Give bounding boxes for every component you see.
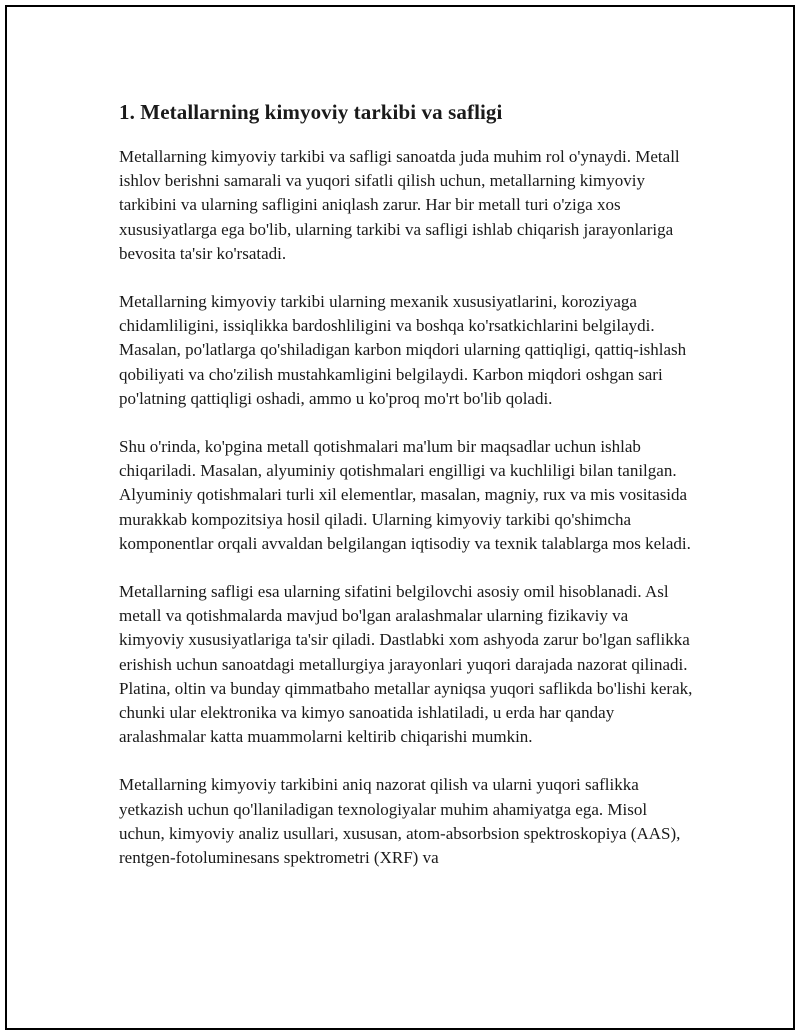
document-content	[119, 97, 694, 894]
document-page	[5, 5, 795, 1030]
paragraph-2: Metallarning kimyoviy tarkibi ularning mexanik xususiyatlarini, koroziyaga chidamliligini, issiqlikka bardoshliligini va boshqa ko'rsatkichlarini belgilaydi. Masalan, po'latlarga qo'shiladigan karbon miqdori ularning qattiqligi, qattiq-ishlash qobiliyati va cho'zilish mustahkamligini belgilaydi. Karbon miqdori oshgan sari po'latning qattiqligi oshadi, ammo u ko'proq mo'rt bo'lib qoladi.	[119, 292, 687, 408]
paragraph-5: Metallarning kimyoviy tarkibini aniq nazorat qilish va ularni yuqori saflikka yetkazish uchun qo'llaniladigan texnologiyalar muhim ahamiyatga ega. Misol uchun, kimyoviy analiz usullari, xususan, atom-absorbsion spektroskopiya (AAS), rentgen-fotoluminesans spektrometri (XRF) va	[119, 775, 681, 868]
paragraph-3: Shu o'rinda, ko'pgina metall qotishmalari ma'lum bir maqsadlar uchun ishlab chiqariladi. Masalan, alyuminiy qotishmalari engilligi va kuchliligi bilan tanilgan. Alyuminiy qotishmalari turli xil elementlar, masalan, magniy, rux va mis vositasida murakkab kompozitsiya hosil qiladi. Ularning kimyoviy tarkibi qo'shimcha komponentlar orqali avvaldan belgilangan iqtisodiy va texnik talablarga mos keladi.	[119, 437, 691, 553]
paragraph-4: Metallarning safligi esa ularning sifatini belgilovchi asosiy omil hisoblanadi. Asl metall va qotishmalarda mavjud bo'lgan aralashmalar ularning fizikaviy va kimyoviy xususiyatlariga ta'sir qiladi. Dastlabki xom ashyoda zarur bo'lgan saflikka erishish uchun sanoatdagi metallurgiya jarayonlari yuqori darajada nazorat qilinadi. Platina, oltin va bunday qimmatbaho metallar ayniqsa yuqori saflikda bo'lishi kerak, chunki ular elektronika va kimyo sanoatida ishlatiladi, u erda har qanday aralashmalar katta muammolarni keltirib chiqarishi mumkin.	[119, 582, 693, 747]
section-title: 1. Metallarning kimyoviy tarkibi va safligi	[119, 100, 503, 124]
paragraph-1: Metallarning kimyoviy tarkibi va safligi sanoatda juda muhim rol o'ynaydi. Metall ishlov berishni samarali va yuqori sifatli qilish uchun, metallarning kimyoviy tarkibini va ularning safligini aniqlash zarur. Har bir metall turi o'ziga xos xususiyatlarga ega bo'lib, ularning tarkibi va safligi ishlab chiqarish jarayonlariga bevosita ta'sir ko'rsatadi.	[119, 147, 680, 263]
